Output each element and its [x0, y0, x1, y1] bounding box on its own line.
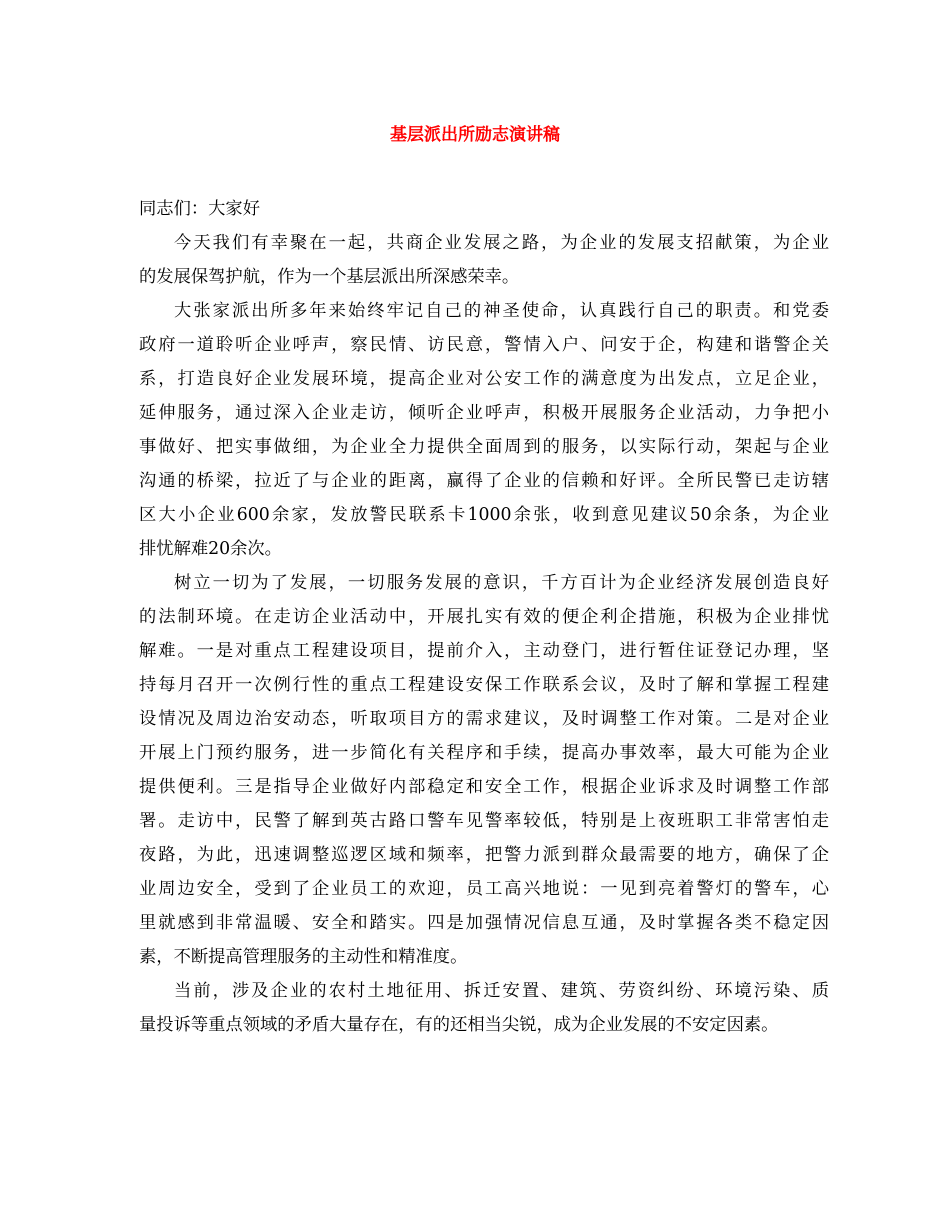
text-line: 设情况及周边治安动态，听取项目方的需求建议，及时调整工作对策。二是对企业	[139, 709, 829, 729]
text-line: 的法制环境。在走访企业活动中，开展扎实有效的便企利企措施，积极为企业排忧	[139, 607, 829, 627]
text-line: 当前，涉及企业的农村土地征用、拆迁安置、建筑、劳资纠纷、环境污染、质	[174, 981, 829, 1001]
paragraph-2	[139, 294, 829, 566]
text-line: 今天我们有幸聚在一起，共商企业发展之路，为企业的发展支招献策，为企业	[174, 233, 829, 253]
text-line: 政府一道聆听企业呼声，察民情、访民意，警情入户、问安于企，构建和谐警企关	[139, 335, 829, 355]
text-line: 系，打造良好企业发展环境，提高企业对公安工作的满意度为出发点，立足企业，	[139, 369, 829, 389]
text-line: 署。走访中，民警了解到英古路口警车见警率较低，特别是上夜班职工非常害怕走	[139, 811, 829, 831]
text-line: 提供便利。三是指导企业做好内部稳定和安全工作，根据企业诉求及时调整工作部	[139, 777, 829, 797]
text-line: 夜路，为此，迅速调整巡逻区域和频率，把警力派到群众最需要的地方，确保了企	[139, 845, 829, 865]
text-line: 里就感到非常温暖、安全和踏实。四是加强情况信息互通，及时掌握各类不稳定因	[139, 913, 829, 933]
text-line: 开展上门预约服务，进一步简化有关程序和手续，提高办事效率，最大可能为企业	[139, 743, 829, 763]
text-line: 的发展保驾护航，作为一个基层派出所深感荣幸。	[139, 267, 520, 287]
paragraph-3	[139, 566, 829, 974]
text-line: 事做好、把实事做细，为企业全力提供全面周到的服务，以实际行动，架起与企业	[139, 437, 829, 457]
text-line: 素，不断提高管理服务的主动性和精准度。	[139, 947, 468, 967]
paragraph-4	[139, 974, 829, 1042]
text-line: 排忧解难20余次。	[139, 539, 282, 559]
document-title: 基层派出所励志演讲稿	[390, 125, 560, 145]
text-line: 沟通的桥梁，拉近了与企业的距离，赢得了企业的信赖和好评。全所民警已走访辖	[139, 471, 829, 491]
document-body	[139, 192, 829, 1042]
text-line: 大张家派出所多年来始终牢记自己的神圣使命，认真践行自己的职责。和党委	[174, 301, 829, 321]
text-line: 区大小企业600余家，发放警民联系卡1000余张，收到意见建议50余条，为企业	[139, 505, 829, 525]
text-line: 解难。一是对重点工程建设项目，提前介入，主动登门，进行暂住证登记办理，坚	[139, 641, 829, 661]
paragraph-1	[139, 226, 829, 294]
greeting-line: 同志们：大家好	[139, 199, 260, 219]
text-line: 业周边安全，受到了企业员工的欢迎，员工高兴地说：一见到亮着警灯的警车，心	[139, 879, 829, 899]
text-line: 量投诉等重点领域的矛盾大量存在，有的还相当尖锐，成为企业发展的不安定因素。	[139, 1015, 779, 1035]
text-line: 延伸服务，通过深入企业走访，倾听企业呼声，积极开展服务企业活动，力争把小	[139, 403, 829, 423]
text-line: 持每月召开一次例行性的重点工程建设安保工作联系会议，及时了解和掌握工程建	[139, 675, 829, 695]
text-line: 树立一切为了发展，一切服务发展的意识，千方百计为企业经济发展创造良好	[174, 573, 829, 593]
